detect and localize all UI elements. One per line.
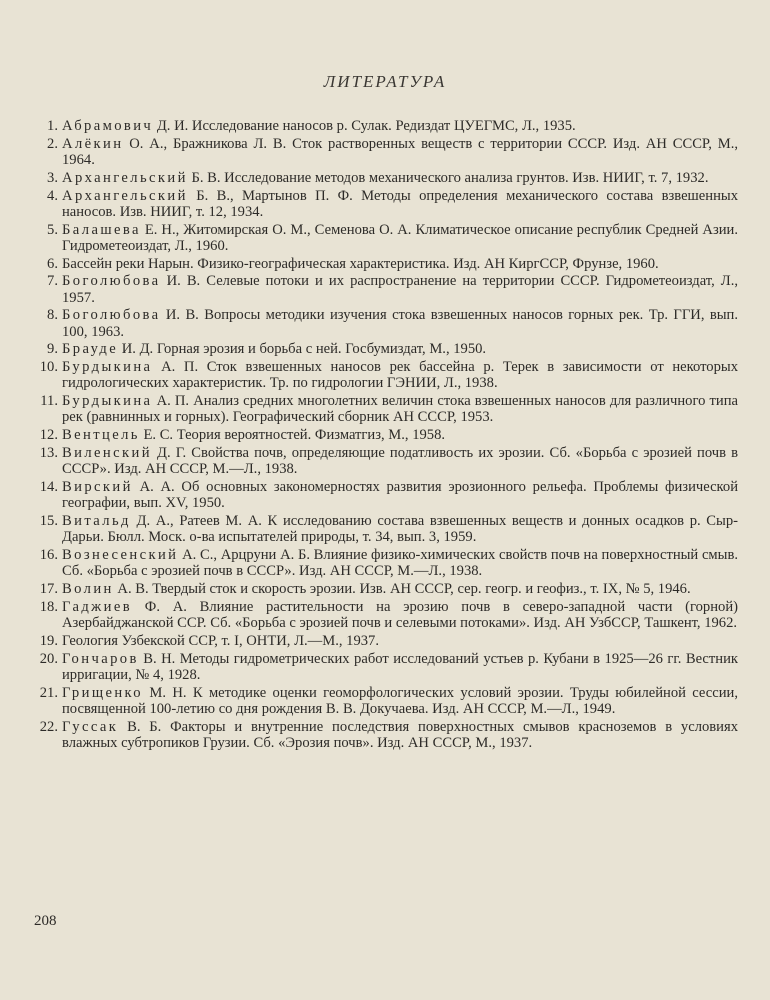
reference-number: 18. xyxy=(39,598,58,615)
page-heading: ЛИТЕРАТУРА xyxy=(323,72,447,91)
reference-text: И. В. Вопросы методики изучения стока взвешенных наносов горных рек. Тр. ГГИ, вып. 100, 1963. xyxy=(62,307,738,340)
reference-text: А. П. Сток взвешенных наносов рек бассейна р. Терек в зависимости от некоторых гидрологических характеристик. Тр. по гидрологии ГЭНИИ, Л., 1938. xyxy=(62,359,738,392)
reference-text: Д. А., Ратеев М. А. К исследованию состава взвешенных веществ и донных осадков р. Сыр-Дарьи. Бюлл. Моск. о-ва испытателей природы, т. 34, вып. 3, 1959. xyxy=(62,512,738,546)
reference-author: Вентцель xyxy=(62,427,140,444)
reference-list xyxy=(28,118,738,753)
reference-item xyxy=(28,118,738,134)
reference-item xyxy=(28,685,738,717)
reference-item xyxy=(28,188,738,220)
reference-text: Д. Г. Свойства почв, определяющие податливость их эрозии. Сб. «Борьба с эрозией почв в СССР». Изд. АН СССР, М.—Л., 1938. xyxy=(62,444,738,478)
reference-text: Б. В. Исследование методов механического анализа грунтов. Изв. НИИГ, т. 7, 1932. xyxy=(187,169,709,186)
reference-item xyxy=(28,359,738,391)
reference-author: Абрамович xyxy=(62,118,154,134)
reference-text: В. Б. Факторы и внутренние последствия поверхностных смывов красноземов в условиях влажных субтропиков Грузии. Сб. «Эрозия почв». Изд. АН СССР, М., 1937. xyxy=(62,718,738,751)
reference-text: Д. И. Исследование наносов р. Сулак. Редиздат ЦУЕГМС, Л., 1935. xyxy=(153,118,576,134)
reference-text: О. А., Бражникова Л. В. Сток растворенных веществ с территории СССР. Изд. АН СССР, М., 1964. xyxy=(62,135,738,168)
reference-author: Волин xyxy=(62,580,114,597)
reference-number: 12. xyxy=(39,427,58,444)
reference-number: 2. xyxy=(47,135,58,152)
reference-author: Балашева xyxy=(62,221,141,238)
reference-item xyxy=(28,170,738,186)
reference-author: Боголюбова xyxy=(62,307,161,324)
reference-item xyxy=(28,393,738,425)
reference-text: А. В. Твердый сток и скорость эрозии. Изв. АН СССР, сер. геогр. и геофиз., т. IX, № 5, 1946. xyxy=(113,580,691,597)
reference-item xyxy=(28,427,738,443)
reference-number: 10. xyxy=(39,359,58,376)
reference-text: В. Н. Методы гидрометрических работ исследований устьев р. Кубани в 1925—26 гг. Вестник ирригации, № 4, 1928. xyxy=(62,650,738,683)
reference-number: 3. xyxy=(47,169,58,186)
reference-item xyxy=(28,445,738,477)
reference-item xyxy=(28,273,738,305)
reference-author: Виленский xyxy=(62,444,152,461)
reference-author: Бурдыкина xyxy=(62,359,153,376)
reference-author: Алёкин xyxy=(62,135,124,152)
reference-text: А. С., Арцруни А. Б. Влияние физико-химических свойств почв на поверхностный смыв. Сб. «Борьба с эрозией почв в СССР». Изд. АН СССР, М.—Л., 1938. xyxy=(62,546,738,580)
reference-text: Б. В., Мартынов П. Ф. Методы определения механического состава взвешенных наносов. Изв. НИИГ, т. 12, 1934. xyxy=(62,187,738,220)
reference-number: 11. xyxy=(40,393,58,410)
reference-text: И. Д. Горная эрозия и борьба с ней. Госбумиздат, М., 1950. xyxy=(118,341,487,358)
reference-author: Архангельский xyxy=(62,169,188,186)
reference-author: Брауде xyxy=(62,341,119,358)
reference-number: 4. xyxy=(47,187,58,204)
reference-text: Ф. А. Влияние растительности на эрозию почв в северо-западной части (горной) Азербайджанской ССР. Сб. «Борьба с эрозией почв и селевыми потоками». Изд. АН УзбССР, Ташкент, 1962. xyxy=(62,598,738,631)
reference-author: Архангельский xyxy=(62,187,188,204)
reference-item xyxy=(28,307,738,339)
reference-number: 8. xyxy=(47,307,58,324)
reference-number: 21. xyxy=(39,684,58,701)
reference-number: 9. xyxy=(47,341,58,358)
reference-item xyxy=(28,136,738,168)
reference-author: Грищенко xyxy=(62,684,143,701)
reference-number: 15. xyxy=(39,512,58,529)
reference-number: 22. xyxy=(39,718,58,735)
reference-number: 7. xyxy=(47,273,58,290)
reference-text: Е. С. Теория вероятностей. Физматгиз, М., 1958. xyxy=(139,427,446,444)
reference-item xyxy=(28,633,738,649)
reference-number: 13. xyxy=(39,444,58,461)
reference-number: 16. xyxy=(39,546,58,563)
page-number: 208 xyxy=(34,913,57,929)
reference-text: А. П. Анализ средних многолетних величин стока взвешенных наносов для различного типа рек (равнинных и горных). Географический сборник АН СССР, 1953. xyxy=(62,393,738,426)
reference-text: Геология Узбекской ССР, т. I, ОНТИ, Л.—М., 1937. xyxy=(62,632,379,649)
reference-item xyxy=(28,719,738,751)
reference-item xyxy=(28,513,738,545)
reference-number: 6. xyxy=(47,255,58,272)
reference-text: А. А. Об основных закономерностях развития эрозионного рельефа. Проблемы физической географии, вып. XV, 1950. xyxy=(62,478,738,512)
reference-number: 20. xyxy=(39,650,58,667)
reference-item xyxy=(28,547,738,579)
reference-text: И. В. Селевые потоки и их распространение на территории СССР. Гидрометеоиздат, Л., 1957. xyxy=(62,273,738,306)
reference-item xyxy=(28,222,738,254)
reference-text: Бассейн реки Нарын. Физико-географическая характеристика. Изд. АН КиргССР, Фрунзе, 1960. xyxy=(62,255,659,272)
reference-author: Гаджиев xyxy=(62,598,133,615)
reference-item xyxy=(28,651,738,683)
reference-number: 19. xyxy=(39,632,58,649)
reference-number: 14. xyxy=(39,478,58,495)
reference-author: Витальд xyxy=(62,512,131,529)
reference-item xyxy=(28,581,738,597)
reference-author: Боголюбова xyxy=(62,273,161,290)
reference-number: 17. xyxy=(39,580,58,597)
reference-item xyxy=(28,599,738,631)
reference-author: Гуссак xyxy=(62,718,119,735)
reference-number: 5. xyxy=(47,221,58,238)
reference-author: Гончаров xyxy=(62,650,139,667)
reference-item xyxy=(28,341,738,357)
reference-text: М. Н. К методике оценки геоморфологических условий эрозии. Труды юбилейной сессии, посвященной 100-летию со дня рождения В. В. Докучаева. Изд. АН СССР, М.—Л., 1949. xyxy=(62,684,738,717)
reference-author: Вирский xyxy=(62,478,133,495)
reference-item xyxy=(28,479,738,511)
reference-author: Вознесенский xyxy=(62,546,179,563)
reference-number: 1. xyxy=(47,118,58,134)
reference-item xyxy=(28,256,738,272)
reference-text: Е. Н., Житомирская О. М., Семенова О. А. Климатическое описание республик Средней Азии. Гидрометеоиздат, Л., 1960. xyxy=(62,221,738,254)
reference-author: Бурдыкина xyxy=(62,393,153,410)
